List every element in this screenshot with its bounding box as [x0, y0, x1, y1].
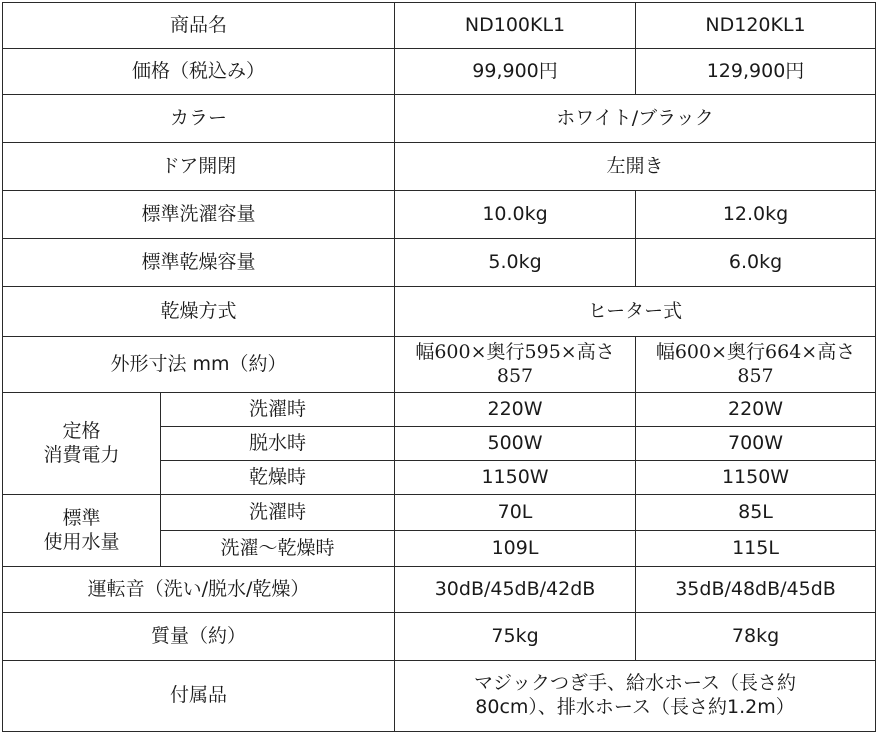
table-row-dimensions — [3, 337, 876, 393]
group-label-water — [3, 495, 161, 567]
noise-2: 35dB/48dB/45dB — [636, 567, 876, 613]
dimensions-2-line-2: 857 — [737, 364, 774, 387]
table-row-water-wash — [3, 495, 876, 531]
table-row-price — [3, 49, 876, 95]
table-row-accessories — [3, 661, 876, 732]
water-wash-label: 洗濯時 — [161, 495, 395, 531]
dimensions-1-line-2: 857 — [496, 364, 534, 387]
accessories-line-1: マジックつぎ手、給水ホース（長さ約 — [473, 672, 797, 695]
row-label-dry-capacity: 標準乾燥容量 — [3, 239, 395, 287]
water-wash-dry-2: 115L — [636, 531, 876, 567]
dimensions-2-line-1: 幅600×奥行664×高さ — [655, 340, 856, 363]
noise-1: 30dB/45dB/42dB — [395, 567, 636, 613]
power-wash-label: 洗濯時 — [161, 393, 395, 427]
row-label-color: カラー — [3, 95, 395, 143]
power-dry-label: 乾燥時 — [161, 461, 395, 495]
table-row-dry-method — [3, 287, 876, 337]
row-label-price: 価格（税込み） — [3, 49, 395, 95]
table-row-noise — [3, 567, 876, 613]
water-wash-1: 70L — [395, 495, 636, 531]
power-spin-2: 700W — [636, 427, 876, 461]
water-wash-2: 85L — [636, 495, 876, 531]
table-row-color — [3, 95, 876, 143]
row-label-wash-capacity: 標準洗濯容量 — [3, 191, 395, 239]
table-row-wash-capacity — [3, 191, 876, 239]
row-label-dry-method: 乾燥方式 — [3, 287, 395, 337]
model-name-1: ND100KL1 — [395, 3, 636, 49]
power-spin-label: 脱水時 — [161, 427, 395, 461]
table-row-model-name — [3, 3, 876, 49]
water-wash-dry-label: 洗濯～乾燥時 — [161, 531, 395, 567]
door-value: 左開き — [395, 143, 876, 191]
dimensions-2 — [636, 337, 876, 393]
dimensions-1 — [395, 337, 636, 393]
water-wash-dry-1: 109L — [395, 531, 636, 567]
table-row-power-wash — [3, 393, 876, 427]
group-label-power — [3, 393, 161, 495]
group-label-water-line-1: 標準 — [62, 506, 101, 529]
row-label-dimensions: 外形寸法 mm（約） — [3, 337, 395, 393]
row-label-accessories: 付属品 — [3, 661, 395, 732]
table-row-weight — [3, 613, 876, 661]
power-wash-1: 220W — [395, 393, 636, 427]
table-row-dry-capacity — [3, 239, 876, 287]
dry-capacity-2: 6.0kg — [636, 239, 876, 287]
weight-2: 78kg — [636, 613, 876, 661]
model-name-2: ND120KL1 — [636, 3, 876, 49]
dry-capacity-1: 5.0kg — [395, 239, 636, 287]
wash-capacity-2: 12.0kg — [636, 191, 876, 239]
price-2: 129,900円 — [636, 49, 876, 95]
accessories-line-2: 80cm）、排水ホース（長さ約1.2m） — [475, 696, 795, 718]
power-dry-1: 1150W — [395, 461, 636, 495]
power-spin-1: 500W — [395, 427, 636, 461]
color-value: ホワイト/ブラック — [395, 95, 876, 143]
weight-1: 75kg — [395, 613, 636, 661]
accessories-value — [395, 661, 876, 732]
table-row-door — [3, 143, 876, 191]
group-label-power-line-2: 消費電力 — [43, 443, 120, 466]
dimensions-1-line-1: 幅600×奥行595×高さ — [415, 340, 615, 363]
row-label-noise: 運転音（洗い/脱水/乾燥） — [3, 567, 395, 613]
row-label-door: ドア開閉 — [3, 143, 395, 191]
group-label-water-line-2: 使用水量 — [43, 530, 120, 553]
row-label-weight: 質量（約） — [3, 613, 395, 661]
row-label-model-name: 商品名 — [3, 3, 395, 49]
group-label-power-line-1: 定格 — [62, 419, 101, 442]
power-wash-2: 220W — [636, 393, 876, 427]
spec-table — [2, 2, 876, 732]
price-1: 99,900円 — [395, 49, 636, 95]
wash-capacity-1: 10.0kg — [395, 191, 636, 239]
power-dry-2: 1150W — [636, 461, 876, 495]
dry-method-value: ヒーター式 — [395, 287, 876, 337]
